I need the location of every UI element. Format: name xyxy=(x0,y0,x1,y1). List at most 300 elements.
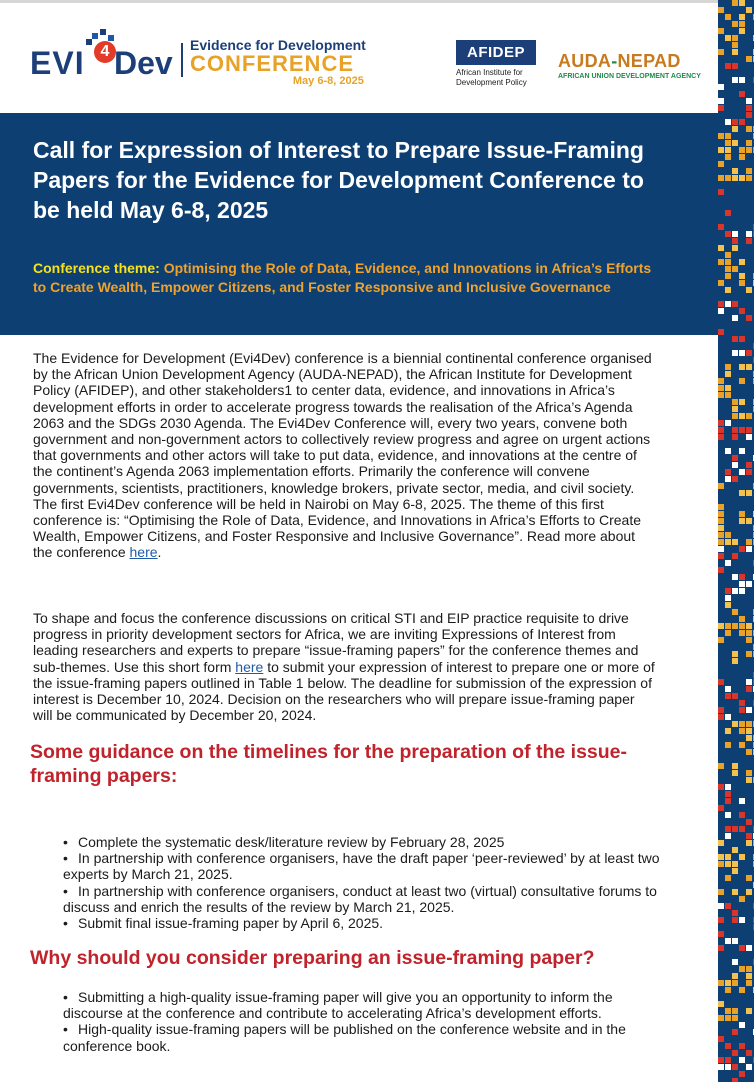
pattern-pixel xyxy=(725,140,731,146)
pattern-pixel xyxy=(739,1071,745,1077)
pattern-pixel xyxy=(725,1015,731,1021)
pattern-pixel xyxy=(746,539,752,545)
pattern-pixel xyxy=(746,840,752,846)
pattern-pixel xyxy=(732,266,738,272)
pattern-pixel xyxy=(725,623,731,629)
pattern-pixel xyxy=(739,812,745,818)
pattern-pixel xyxy=(739,1057,745,1063)
list-item-text: In partnership with conference organisers, conduct at least two (virtual) consultative forums to discuss and enrich the results of the review by March 21, 2025. xyxy=(63,882,657,915)
pattern-pixel xyxy=(746,546,752,552)
bullet-icon: • xyxy=(63,834,68,850)
pattern-pixel xyxy=(718,763,724,769)
pattern-pixel xyxy=(746,966,752,972)
pattern-pixel xyxy=(732,126,738,132)
pattern-pixel xyxy=(725,798,731,804)
pattern-pixel xyxy=(725,602,731,608)
pattern-pixel xyxy=(739,28,745,34)
pattern-pixel xyxy=(732,938,738,944)
pattern-pixel xyxy=(746,630,752,636)
pattern-pixel xyxy=(746,707,752,713)
pattern-pixel xyxy=(739,336,745,342)
eoi-form-link[interactable]: here xyxy=(235,658,264,675)
pattern-pixel xyxy=(732,315,738,321)
auda-nepad-subtitle: AFRICAN UNION DEVELOPMENT AGENCY xyxy=(558,73,701,80)
pattern-pixel xyxy=(725,364,731,370)
pattern-pixel xyxy=(732,427,738,433)
pattern-pixel xyxy=(732,651,738,657)
logo-dev-text: Dev xyxy=(114,45,173,81)
bullet-icon: • xyxy=(63,989,68,1005)
timelines-list xyxy=(63,834,673,931)
pattern-pixel xyxy=(746,287,752,293)
afidep-logo xyxy=(456,40,536,88)
pattern-pixel xyxy=(725,938,731,944)
list-item xyxy=(63,915,673,931)
pattern-pixel xyxy=(725,539,731,545)
pattern-pixel xyxy=(732,49,738,55)
pattern-pixel xyxy=(725,784,731,790)
pattern-pixel xyxy=(732,1078,738,1082)
timelines-heading: Some guidance on the timelines for the preparation of the issue-framing papers: xyxy=(30,741,628,787)
pattern-pixel xyxy=(746,973,752,979)
pattern-pixel xyxy=(725,252,731,258)
pattern-pixel xyxy=(746,721,752,727)
pattern-pixel xyxy=(732,476,738,482)
pattern-pixel xyxy=(732,63,738,69)
pattern-pixel xyxy=(732,0,738,6)
pattern-pixel xyxy=(739,14,745,20)
logo-pixel-icon xyxy=(100,29,106,35)
pattern-pixel xyxy=(718,1036,724,1042)
pattern-pixel xyxy=(725,273,731,279)
pattern-pixel xyxy=(718,917,724,923)
pattern-pixel xyxy=(739,91,745,97)
pattern-pixel xyxy=(739,119,745,125)
pattern-pixel xyxy=(732,861,738,867)
pattern-pixel xyxy=(725,560,731,566)
pattern-pixel xyxy=(725,714,731,720)
pattern-pixel xyxy=(739,1043,745,1049)
pattern-pixel xyxy=(732,539,738,545)
pattern-pixel xyxy=(718,175,724,181)
pattern-pixel xyxy=(732,1008,738,1014)
list-item-text: Complete the systematic desk/literature review by February 28, 2025 xyxy=(78,834,505,850)
theme-label: Conference theme: xyxy=(33,260,160,276)
pattern-pixel xyxy=(739,490,745,496)
pattern-pixel xyxy=(718,1064,724,1070)
pattern-pixel xyxy=(718,784,724,790)
pattern-pixel xyxy=(732,238,738,244)
pattern-pixel xyxy=(732,1029,738,1035)
pattern-pixel xyxy=(732,455,738,461)
pattern-pixel xyxy=(725,287,731,293)
pattern-pixel xyxy=(732,917,738,923)
page-header xyxy=(0,3,718,113)
pattern-pixel xyxy=(725,791,731,797)
pattern-pixel xyxy=(732,770,738,776)
pattern-pixel xyxy=(725,686,731,692)
pattern-pixel xyxy=(746,679,752,685)
pattern-pixel xyxy=(725,1008,731,1014)
pattern-pixel xyxy=(739,413,745,419)
pattern-pixel xyxy=(725,1043,731,1049)
pattern-pixel xyxy=(718,539,724,545)
pattern-pixel xyxy=(739,700,745,706)
pattern-pixel xyxy=(746,238,752,244)
pattern-pixel xyxy=(718,931,724,937)
pattern-pixel xyxy=(739,1022,745,1028)
pattern-pixel xyxy=(739,147,745,153)
pattern-pixel xyxy=(732,763,738,769)
logo-pixel-icon xyxy=(86,39,92,45)
pattern-pixel xyxy=(725,175,731,181)
pattern-pixel xyxy=(725,903,731,909)
pattern-pixel xyxy=(718,637,724,643)
pattern-pixel xyxy=(718,133,724,139)
pattern-pixel xyxy=(746,770,752,776)
logo-pixel-icon xyxy=(108,35,114,41)
pattern-pixel xyxy=(746,168,752,174)
pattern-pixel xyxy=(725,987,731,993)
pattern-pixel xyxy=(739,280,745,286)
pattern-pixel xyxy=(746,1050,752,1056)
list-item-text: In partnership with conference organisers, have the draft paper ‘peer-reviewed’ by at least two experts by March 21, 2025. xyxy=(63,850,660,883)
bullet-icon: • xyxy=(63,915,68,932)
pattern-pixel xyxy=(725,588,731,594)
why-heading: Why should you consider preparing an issue-framing paper? xyxy=(30,947,595,969)
pattern-pixel xyxy=(725,448,731,454)
pattern-pixel xyxy=(746,105,752,111)
pattern-pixel xyxy=(739,945,745,951)
pattern-pixel xyxy=(732,588,738,594)
pattern-pixel xyxy=(746,364,752,370)
pattern-pixel xyxy=(746,686,752,692)
pattern-pixel xyxy=(746,427,752,433)
pattern-pixel xyxy=(746,749,752,755)
pattern-pixel xyxy=(718,1057,724,1063)
pattern-pixel xyxy=(725,385,731,391)
pattern-pixel xyxy=(725,14,731,20)
pattern-pixel xyxy=(725,420,731,426)
pattern-pixel xyxy=(739,0,745,6)
pattern-pixel xyxy=(732,462,738,468)
pattern-pixel xyxy=(739,399,745,405)
list-item xyxy=(63,1021,673,1053)
pattern-pixel xyxy=(732,140,738,146)
pattern-pixel xyxy=(725,119,731,125)
pattern-pixel xyxy=(739,308,745,314)
pattern-pixel xyxy=(732,826,738,832)
pattern-pixel xyxy=(739,728,745,734)
pattern-pixel xyxy=(746,469,752,475)
pattern-pixel xyxy=(718,518,724,524)
pattern-pixel xyxy=(718,420,724,426)
pattern-pixel xyxy=(725,595,731,601)
pattern-pixel xyxy=(718,189,724,195)
wordmark-line-2: CONFERENCE xyxy=(190,51,355,76)
pattern-pixel xyxy=(739,987,745,993)
list-item-text: Submit final issue-framing paper by April 6, 2025. xyxy=(78,915,384,932)
pattern-pixel xyxy=(732,1064,738,1070)
pattern-pixel xyxy=(746,147,752,153)
pattern-pixel xyxy=(718,504,724,510)
pattern-pixel xyxy=(732,35,738,41)
pattern-pixel xyxy=(718,434,724,440)
pattern-pixel xyxy=(746,945,752,951)
pattern-pixel xyxy=(739,966,745,972)
pattern-pixel xyxy=(746,875,752,881)
bullet-icon: • xyxy=(63,850,68,867)
pattern-pixel xyxy=(718,623,724,629)
theme-text: Optimising the Role of Data, Evidence, and Innovations in Africa’s Efforts to Create Wealth, Empower Citizens, and Foster Responsive and Inclusive Governance xyxy=(33,260,652,295)
pattern-pixel xyxy=(739,21,745,27)
afidep-subtitle xyxy=(456,68,536,88)
pattern-pixel xyxy=(718,840,724,846)
page-title: Call for Expression of Interest to Prepare Issue-Framing Papers for the Evidence for Development Conference to be held May 6-8, 2025 xyxy=(33,137,644,223)
pattern-pixel xyxy=(732,231,738,237)
pattern-pixel xyxy=(739,588,745,594)
pattern-pixel xyxy=(746,518,752,524)
pattern-pixel xyxy=(732,889,738,895)
pattern-pixel xyxy=(732,553,738,559)
pattern-pixel xyxy=(746,777,752,783)
pattern-pixel xyxy=(718,105,724,111)
pattern-pixel xyxy=(725,259,731,265)
why-list xyxy=(63,989,673,1054)
pattern-pixel xyxy=(739,378,745,384)
pattern-pixel xyxy=(739,742,745,748)
pattern-pixel xyxy=(725,728,731,734)
pattern-pixel xyxy=(732,574,738,580)
pattern-pixel xyxy=(718,84,724,90)
list-item xyxy=(63,989,673,1021)
pattern-pixel xyxy=(718,1015,724,1021)
pattern-pixel xyxy=(732,21,738,27)
pattern-pixel xyxy=(725,826,731,832)
pattern-pixel xyxy=(739,798,745,804)
list-item-text: Submitting a high-quality issue-framing paper will give you an opportunity to inform the discourse at the conference and contribute to accelerating Africa’s development efforts. xyxy=(63,989,613,1022)
pattern-pixel xyxy=(739,77,745,83)
pattern-pixel xyxy=(732,623,738,629)
pattern-pixel xyxy=(725,854,731,860)
pattern-pixel xyxy=(739,917,745,923)
pattern-pixel xyxy=(725,63,731,69)
pattern-pixel xyxy=(746,462,752,468)
intro-text: The Evidence for Development (Evi4Dev) conference is a biennial continental conference organised by the African Union Development Agency (AUDA-NEPAD), the African Institute for Development Policy (AFIDEP), and other stakeholders1 to center data, evidence, and innovations in Africa’s development efforts in order to accelerate progress towards the realisation of the Africa’s Agenda 2063 and the SDGs 2030 Agenda. The Evi4Dev Conference will, every two years, convene both government and non-government actors to collectively review progress and agree on urgent actions that governments and other actors will take to put data, evidence, and innovations at the centre of the continent’s Agenda 2063 implementation efforts. Primarily the conference will convene governments, scientists, practitioners, knowledge brokers, private sector, media, and civil society. The first Evi4Dev conference will be held in Nairobi on May 6-8, 2025. The theme of this first conference is: “Optimising the Role of Data, Evidence, and Innovations in Africa’s Efforts to Create Wealth, Empower Citizens, and Foster Responsive and Inclusive Governance”. Read more about the conference xyxy=(33,350,652,561)
pattern-pixel xyxy=(718,511,724,517)
pattern-pixel xyxy=(739,721,745,727)
pattern-pixel xyxy=(718,532,724,538)
pattern-pixel xyxy=(746,833,752,839)
pattern-pixel xyxy=(718,385,724,391)
pattern-pixel xyxy=(739,154,745,160)
pattern-pixel xyxy=(746,651,752,657)
logo-four-badge: 4 xyxy=(94,41,116,63)
pattern-pixel xyxy=(732,868,738,874)
pattern-pixel xyxy=(718,980,724,986)
pattern-pixel xyxy=(739,350,745,356)
pattern-pixel xyxy=(739,581,745,587)
pattern-pixel xyxy=(739,630,745,636)
pattern-pixel xyxy=(725,532,731,538)
pattern-pixel xyxy=(739,854,745,860)
pattern-pixel xyxy=(725,147,731,153)
pattern-pixel xyxy=(746,98,752,104)
pattern-pixel xyxy=(718,483,724,489)
pattern-pixel xyxy=(725,875,731,881)
pattern-pixel xyxy=(739,623,745,629)
pattern-pixel xyxy=(725,476,731,482)
pattern-pixel xyxy=(718,28,724,34)
pattern-pixel xyxy=(725,693,731,699)
pattern-pixel xyxy=(725,266,731,272)
pattern-pixel xyxy=(718,1001,724,1007)
pattern-pixel xyxy=(718,525,724,531)
pattern-pixel xyxy=(718,245,724,251)
pattern-pixel xyxy=(732,245,738,251)
pattern-pixel xyxy=(718,903,724,909)
pattern-pixel xyxy=(746,980,752,986)
pattern-pixel xyxy=(739,364,745,370)
pattern-pixel xyxy=(739,175,745,181)
pattern-pixel xyxy=(718,546,724,552)
pattern-pixel xyxy=(718,98,724,104)
pattern-pixel xyxy=(732,910,738,916)
evi4dev-logo xyxy=(30,33,180,83)
pattern-pixel xyxy=(718,707,724,713)
wordmark-line-1: Evidence for Development xyxy=(190,37,366,53)
pattern-pixel xyxy=(725,35,731,41)
afidep-subtitle-line-1: African Institute for xyxy=(456,68,523,77)
bullet-icon: • xyxy=(63,1021,68,1038)
list-item xyxy=(63,883,673,915)
pattern-pixel xyxy=(732,77,738,83)
pattern-pixel xyxy=(725,1057,731,1063)
pattern-pixel xyxy=(739,616,745,622)
pattern-pixel xyxy=(732,721,738,727)
pattern-pixel xyxy=(732,658,738,664)
pattern-pixel xyxy=(739,518,745,524)
pattern-pixel xyxy=(718,308,724,314)
pattern-pixel xyxy=(739,826,745,832)
pattern-pixel xyxy=(718,301,724,307)
pattern-pixel xyxy=(746,413,752,419)
pattern-pixel xyxy=(718,945,724,951)
list-item-text: High-quality issue-framing papers will be published on the conference website and in the conference book. xyxy=(63,1021,626,1054)
pattern-pixel xyxy=(725,833,731,839)
intro-end: . xyxy=(157,544,162,561)
pattern-pixel xyxy=(746,434,752,440)
afidep-subtitle-line-2: Development Policy xyxy=(456,78,527,87)
pattern-pixel xyxy=(746,1008,752,1014)
pattern-pixel xyxy=(746,623,752,629)
pattern-pixel xyxy=(746,175,752,181)
pattern-pixel xyxy=(732,406,738,412)
pattern-pixel xyxy=(725,371,731,377)
auda-name-hyphen: - xyxy=(611,51,618,71)
pattern-pixel xyxy=(725,630,731,636)
pattern-pixel xyxy=(732,413,738,419)
pattern-pixel xyxy=(718,553,724,559)
list-item xyxy=(63,850,673,882)
call-text-2: to submit your expression of interest to prepare one or more of the issue-framing papers outlined in Table 1 below. The deadline for submission of the expression of interest is December 10, 2024. Decision on the researchers who will prepare issue-framing paper will be communicated by December 20, 2024. xyxy=(33,658,655,724)
pattern-pixel xyxy=(718,427,724,433)
pattern-pixel xyxy=(732,434,738,440)
pattern-pixel xyxy=(746,112,752,118)
auda-name-part: AUDA xyxy=(558,51,612,71)
pattern-pixel xyxy=(732,42,738,48)
pattern-pixel xyxy=(746,126,752,132)
logo-evi-text: EVI xyxy=(30,45,85,81)
pattern-pixel xyxy=(718,392,724,398)
pattern-pixel xyxy=(746,231,752,237)
pattern-pixel xyxy=(746,637,752,643)
pattern-pixel xyxy=(732,973,738,979)
pattern-pixel xyxy=(732,609,738,615)
pattern-pixel xyxy=(718,567,724,573)
afidep-name: AFIDEP xyxy=(456,40,536,65)
side-pattern-strip xyxy=(718,0,754,1082)
pattern-pixel xyxy=(725,1064,731,1070)
pattern-pixel xyxy=(718,224,724,230)
pattern-pixel xyxy=(718,889,724,895)
pattern-pixel xyxy=(718,378,724,384)
intro-paragraph xyxy=(33,350,655,561)
call-text-1: To shape and focus the conference discussions on critical STI and EIP practice requisite to drive progress in priority development sectors for Africa, we are inviting Expressions of Interest from leading researchers and experts to prepare “issue-framing papers” for the conference themes and sub-themes. Use this short form xyxy=(33,610,639,675)
pattern-pixel xyxy=(739,896,745,902)
pattern-pixel xyxy=(725,392,731,398)
title-banner xyxy=(0,113,718,335)
pattern-pixel xyxy=(725,980,731,986)
pattern-pixel xyxy=(746,56,752,62)
pattern-pixel xyxy=(718,714,724,720)
pattern-pixel xyxy=(718,329,724,335)
pattern-pixel xyxy=(746,889,752,895)
pattern-pixel xyxy=(725,210,731,216)
pattern-pixel xyxy=(732,693,738,699)
pattern-pixel xyxy=(732,350,738,356)
pattern-pixel xyxy=(746,1064,752,1070)
pattern-pixel xyxy=(718,861,724,867)
pattern-pixel xyxy=(718,259,724,265)
pattern-pixel xyxy=(718,7,724,13)
pattern-pixel xyxy=(746,735,752,741)
pattern-pixel xyxy=(739,448,745,454)
pattern-pixel xyxy=(718,854,724,860)
conference-theme xyxy=(33,259,663,297)
pattern-pixel xyxy=(732,301,738,307)
pattern-pixel xyxy=(732,175,738,181)
pattern-pixel xyxy=(718,679,724,685)
pattern-pixel xyxy=(739,469,745,475)
pattern-pixel xyxy=(739,259,745,265)
pattern-pixel xyxy=(746,140,752,146)
call-paragraph xyxy=(33,610,655,723)
pattern-pixel xyxy=(718,280,724,286)
pattern-pixel xyxy=(746,315,752,321)
pattern-pixel xyxy=(739,546,745,552)
pattern-pixel xyxy=(718,161,724,167)
logo-pixel-icon xyxy=(92,33,98,39)
pattern-pixel xyxy=(732,336,738,342)
conference-more-link[interactable]: here xyxy=(129,544,158,561)
conference-wordmark xyxy=(190,37,366,87)
pattern-pixel xyxy=(746,728,752,734)
pattern-pixel xyxy=(732,168,738,174)
auda-nepad-name xyxy=(558,51,701,72)
pattern-pixel xyxy=(746,819,752,825)
pattern-pixel xyxy=(732,1050,738,1056)
